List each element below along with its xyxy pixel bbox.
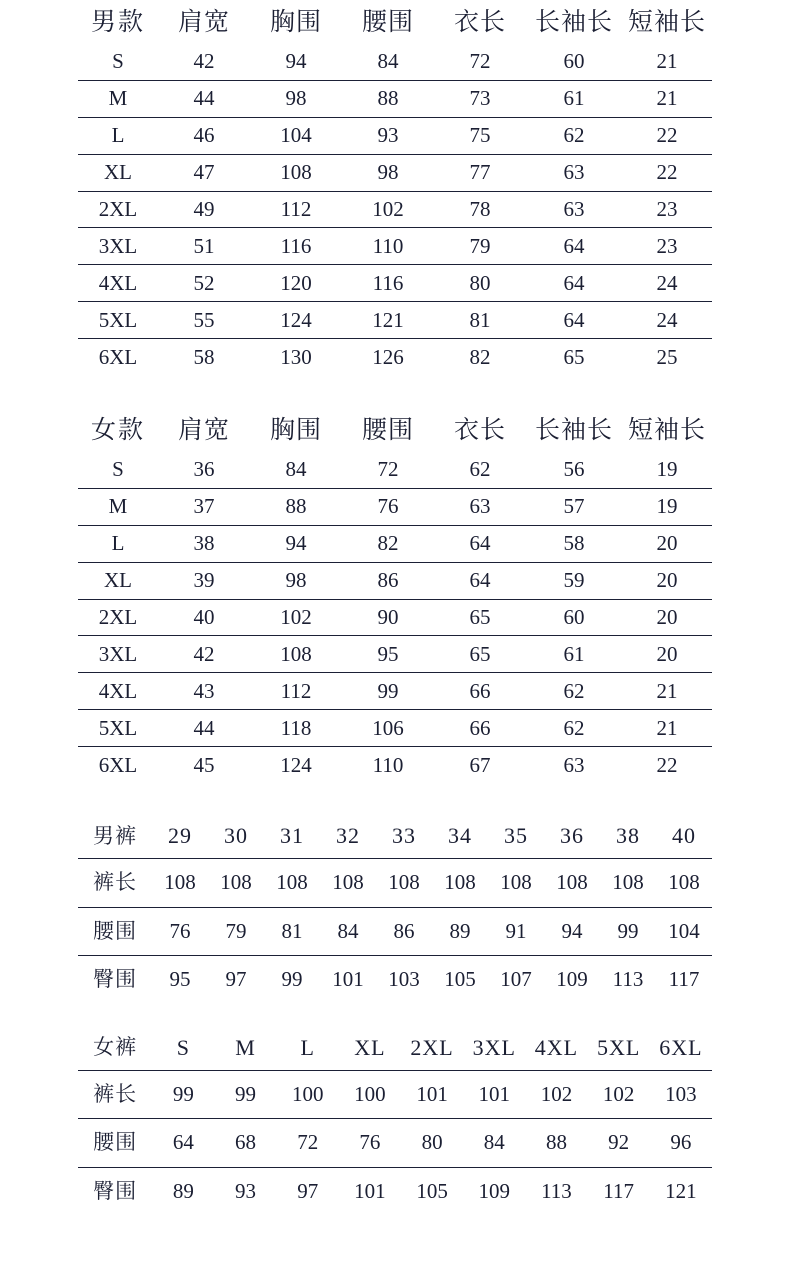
women-top-cell-0-3: 72 [377, 457, 399, 482]
men-top-cell-7-3: 121 [342, 302, 434, 339]
men-top-cell-4-6: 23 [622, 191, 712, 228]
women-top-cell-6-1: 43 [158, 673, 250, 710]
men-pants-cell-0-6: 108 [432, 859, 488, 908]
men-pants-cell-0-7: 108 [488, 859, 544, 908]
women-top-cell-4-3: 90 [342, 599, 434, 636]
women-top-cell-1-2: 88 [250, 488, 342, 525]
women-pants-row-label-2: 臀围 [78, 1167, 152, 1215]
men-top-cell-8-6: 25 [622, 339, 712, 375]
men-top-cell-3-4: 77 [434, 154, 526, 191]
women-top-cell-6-3: 99 [342, 673, 434, 710]
men-top-cell-5-0: 3XL [78, 228, 158, 265]
men-pants-header-cell-9: 38 [616, 823, 640, 849]
table-row [78, 1167, 712, 1215]
men-pants-cell-0-1: 108 [152, 859, 208, 908]
men-top-cell-8-5: 65 [526, 339, 622, 375]
women-top-cell-4-1: 40 [158, 599, 250, 636]
table-row [78, 302, 712, 339]
women-top-cell-7-0: 5XL [78, 710, 158, 747]
women-top-cell-5-4: 65 [434, 636, 526, 673]
men-pants-table-body [78, 859, 712, 1004]
table-row [78, 265, 712, 302]
men-top-cell-6-6: 24 [622, 265, 712, 302]
men-top-cell-5-5: 64 [526, 228, 622, 265]
men-pants-cell-2-3: 99 [264, 956, 320, 1004]
men-top-cell-0-4: 72 [469, 49, 491, 74]
men-top-cell-3-2: 108 [250, 154, 342, 191]
men-pants-header-cell-3: 31 [280, 823, 304, 849]
men-top-cell-0-1: 42 [193, 49, 215, 74]
table-row [78, 339, 712, 375]
women-top-cell-7-6: 21 [622, 710, 712, 747]
women-top-cell-8-0: 6XL [78, 747, 158, 783]
men-top-header-cell-4: 衣长 [453, 8, 506, 36]
men-pants-row-label-1: 腰围 [78, 907, 152, 956]
women-pants-header-cell-8: 5XL [596, 1034, 641, 1060]
men-pants-header-cell-8: 36 [560, 823, 584, 849]
table-row [78, 907, 712, 956]
men-top-cell-5-3: 110 [342, 228, 434, 265]
men-top-header-cell-6: 短袖长 [627, 8, 706, 36]
men-pants-header-row [78, 814, 712, 859]
women-pants-cell-2-2: 93 [214, 1167, 276, 1215]
men-pants-cell-2-1: 95 [152, 956, 208, 1004]
table-row [78, 673, 712, 710]
men-top-cell-3-1: 47 [158, 154, 250, 191]
table-row [78, 525, 712, 562]
table-row [78, 859, 712, 908]
women-top-cell-6-6: 21 [622, 673, 712, 710]
women-top-cell-7-4: 66 [434, 710, 526, 747]
women-top-cell-6-5: 62 [526, 673, 622, 710]
women-top-cell-2-6: 20 [622, 525, 712, 562]
women-pants-header-cell-7: 4XL [534, 1034, 579, 1060]
women-pants-cell-2-6: 109 [463, 1167, 525, 1215]
men-pants-header-cell-4: 32 [336, 823, 360, 849]
women-top-cell-5-6: 20 [622, 636, 712, 673]
men-top-cell-7-1: 55 [158, 302, 250, 339]
table-row [78, 599, 712, 636]
table-row [78, 228, 712, 265]
table-row [78, 452, 712, 488]
men-pants-cell-0-2: 108 [208, 859, 264, 908]
men-top-cell-1-4: 73 [434, 80, 526, 117]
women-top-header-cell-5: 长袖长 [534, 416, 613, 444]
men-top-cell-2-2: 104 [250, 117, 342, 154]
men-pants-cell-1-5: 86 [376, 907, 432, 956]
women-pants-cell-0-4: 100 [339, 1070, 401, 1119]
women-top-cell-5-1: 42 [158, 636, 250, 673]
men-top-cell-5-4: 79 [434, 228, 526, 265]
men-top-cell-1-2: 98 [250, 80, 342, 117]
women-pants-cell-2-7: 113 [525, 1167, 587, 1215]
women-top-table-body [78, 452, 712, 783]
women-top-header-cell-2: 胸围 [269, 416, 322, 444]
women-pants-row-label-0: 裤长 [78, 1070, 152, 1119]
women-top-cell-7-2: 118 [250, 710, 342, 747]
women-top-cell-3-3: 86 [342, 562, 434, 599]
men-pants-cell-1-4: 84 [320, 907, 376, 956]
women-pants-cell-0-7: 102 [525, 1070, 587, 1119]
women-pants-cell-0-3: 100 [277, 1070, 339, 1119]
men-top-cell-6-4: 80 [434, 265, 526, 302]
table-row [78, 154, 712, 191]
women-top-cell-4-6: 20 [622, 599, 712, 636]
women-top-cell-1-5: 57 [526, 488, 622, 525]
women-top-size-table [78, 408, 712, 783]
women-pants-header-cell-0: 女裤 [93, 1035, 138, 1060]
table-row [78, 1119, 712, 1168]
women-top-cell-0-6: 19 [656, 457, 678, 482]
women-top-cell-5-0: 3XL [78, 636, 158, 673]
men-top-size-table [78, 0, 712, 375]
men-top-cell-2-3: 93 [342, 117, 434, 154]
table-row [78, 80, 712, 117]
women-top-cell-3-6: 20 [622, 562, 712, 599]
men-top-cell-1-3: 88 [342, 80, 434, 117]
women-pants-cell-1-8: 92 [588, 1119, 650, 1168]
women-pants-cell-1-3: 72 [277, 1119, 339, 1168]
men-top-cell-8-1: 58 [158, 339, 250, 375]
women-top-cell-4-4: 65 [434, 599, 526, 636]
table-row [78, 710, 712, 747]
men-pants-cell-2-7: 107 [488, 956, 544, 1004]
men-top-cell-2-6: 22 [622, 117, 712, 154]
women-top-cell-5-3: 95 [342, 636, 434, 673]
men-pants-cell-2-4: 101 [320, 956, 376, 1004]
women-pants-header-cell-2: M [235, 1034, 256, 1060]
women-top-cell-8-6: 22 [622, 747, 712, 783]
women-top-header-row [78, 408, 712, 452]
men-top-cell-8-0: 6XL [78, 339, 158, 375]
women-top-cell-4-0: 2XL [78, 599, 158, 636]
women-pants-cell-0-9: 103 [650, 1070, 712, 1119]
men-top-cell-7-4: 81 [434, 302, 526, 339]
men-top-cell-2-1: 46 [158, 117, 250, 154]
men-top-cell-0-3: 84 [377, 49, 399, 74]
men-top-cell-2-0: L [78, 117, 158, 154]
women-pants-cell-2-4: 101 [339, 1167, 401, 1215]
women-pants-cell-2-1: 89 [152, 1167, 214, 1215]
men-top-header-cell-3: 腰围 [361, 8, 414, 36]
men-pants-cell-1-9: 99 [600, 907, 656, 956]
women-top-header-cell-0: 女款 [90, 416, 145, 444]
women-top-table-head [78, 408, 712, 452]
table-row [78, 1070, 712, 1119]
men-pants-cell-1-10: 104 [656, 907, 712, 956]
women-pants-cell-1-1: 64 [152, 1119, 214, 1168]
women-pants-table-body [78, 1070, 712, 1215]
women-top-cell-1-0: M [78, 488, 158, 525]
women-top-cell-0-1: 36 [193, 457, 215, 482]
men-pants-cell-2-2: 97 [208, 956, 264, 1004]
women-top-cell-6-0: 4XL [78, 673, 158, 710]
men-pants-header-cell-5: 33 [392, 823, 416, 849]
men-pants-cell-1-1: 76 [152, 907, 208, 956]
men-top-header-cell-0: 男款 [90, 8, 145, 36]
section-gap [0, 783, 790, 814]
women-top-cell-2-3: 82 [342, 525, 434, 562]
women-top-cell-8-5: 63 [526, 747, 622, 783]
section-gap [0, 1004, 790, 1026]
men-top-cell-0-6: 21 [656, 49, 678, 74]
men-top-cell-7-2: 124 [250, 302, 342, 339]
men-top-cell-7-0: 5XL [78, 302, 158, 339]
men-top-cell-6-1: 52 [158, 265, 250, 302]
men-pants-cell-0-5: 108 [376, 859, 432, 908]
women-top-cell-3-0: XL [78, 562, 158, 599]
women-top-cell-8-4: 67 [434, 747, 526, 783]
men-top-table-head [78, 0, 712, 44]
men-pants-cell-0-9: 108 [600, 859, 656, 908]
men-pants-header-cell-0: 男裤 [93, 823, 137, 848]
men-pants-cell-2-6: 105 [432, 956, 488, 1004]
women-top-cell-5-5: 61 [526, 636, 622, 673]
men-top-cell-1-1: 44 [158, 80, 250, 117]
men-top-cell-2-4: 75 [434, 117, 526, 154]
men-top-cell-6-3: 116 [342, 265, 434, 302]
men-top-cell-6-0: 4XL [78, 265, 158, 302]
women-pants-size-table [78, 1026, 712, 1216]
men-top-cell-8-3: 126 [342, 339, 434, 375]
men-top-cell-5-6: 23 [622, 228, 712, 265]
men-pants-cell-0-10: 108 [656, 859, 712, 908]
men-pants-header-cell-6: 34 [448, 823, 472, 849]
women-pants-cell-2-5: 105 [401, 1167, 463, 1215]
men-pants-cell-0-8: 108 [544, 859, 600, 908]
table-row [78, 117, 712, 154]
women-top-cell-2-2: 94 [250, 525, 342, 562]
men-pants-header-cell-1: 29 [168, 823, 192, 849]
men-top-cell-4-1: 49 [158, 191, 250, 228]
women-pants-cell-2-3: 97 [277, 1167, 339, 1215]
men-pants-header-cell-7: 35 [504, 823, 528, 849]
men-pants-row-label-2: 臀围 [78, 956, 152, 1004]
men-top-cell-6-5: 64 [526, 265, 622, 302]
men-pants-row-label-0: 裤长 [78, 859, 152, 908]
men-top-cell-1-5: 61 [526, 80, 622, 117]
women-top-cell-2-1: 38 [158, 525, 250, 562]
men-top-cell-7-5: 64 [526, 302, 622, 339]
women-pants-cell-1-9: 96 [650, 1119, 712, 1168]
women-top-cell-4-5: 60 [526, 599, 622, 636]
women-top-cell-1-3: 76 [342, 488, 434, 525]
men-top-header-row [78, 0, 712, 44]
women-top-header-cell-1: 肩宽 [177, 416, 230, 444]
men-pants-cell-2-10: 117 [656, 956, 712, 1004]
women-top-cell-6-2: 112 [250, 673, 342, 710]
women-pants-cell-2-8: 117 [588, 1167, 650, 1215]
women-top-cell-6-4: 66 [434, 673, 526, 710]
men-top-cell-3-0: XL [78, 154, 158, 191]
women-pants-header-cell-3: L [300, 1034, 315, 1060]
men-top-cell-4-4: 78 [434, 191, 526, 228]
men-pants-header-cell-2: 30 [224, 823, 248, 849]
women-top-cell-3-1: 39 [158, 562, 250, 599]
women-top-header-cell-3: 腰围 [361, 416, 414, 444]
women-top-cell-2-5: 58 [526, 525, 622, 562]
men-pants-cell-2-5: 103 [376, 956, 432, 1004]
women-pants-cell-1-2: 68 [214, 1119, 276, 1168]
men-top-table-body [78, 44, 712, 375]
men-top-cell-0-5: 60 [563, 49, 585, 74]
women-pants-cell-1-6: 84 [463, 1119, 525, 1168]
women-pants-cell-1-4: 76 [339, 1119, 401, 1168]
women-top-cell-0-4: 62 [469, 457, 491, 482]
women-top-cell-3-2: 98 [250, 562, 342, 599]
women-top-cell-1-6: 19 [622, 488, 712, 525]
men-pants-cell-1-6: 89 [432, 907, 488, 956]
women-top-cell-2-4: 64 [434, 525, 526, 562]
men-pants-cell-1-3: 81 [264, 907, 320, 956]
women-top-cell-7-3: 106 [342, 710, 434, 747]
men-pants-cell-1-2: 79 [208, 907, 264, 956]
men-top-cell-8-4: 82 [434, 339, 526, 375]
women-top-cell-7-1: 44 [158, 710, 250, 747]
women-pants-header-cell-1: S [176, 1034, 190, 1060]
women-pants-cell-0-6: 101 [463, 1070, 525, 1119]
men-top-cell-6-2: 120 [250, 265, 342, 302]
men-top-cell-7-6: 24 [622, 302, 712, 339]
women-pants-table-head [78, 1026, 712, 1071]
men-top-header-cell-2: 胸围 [269, 8, 322, 36]
men-top-header-cell-1: 肩宽 [177, 8, 230, 36]
women-pants-cell-0-8: 102 [588, 1070, 650, 1119]
women-pants-cell-0-2: 99 [214, 1070, 276, 1119]
women-top-cell-5-2: 108 [250, 636, 342, 673]
women-top-cell-4-2: 102 [250, 599, 342, 636]
men-pants-cell-0-4: 108 [320, 859, 376, 908]
men-pants-cell-2-8: 109 [544, 956, 600, 1004]
women-pants-header-cell-5: 2XL [410, 1034, 454, 1060]
women-top-cell-2-0: L [78, 525, 158, 562]
men-top-cell-0-0: S [112, 49, 124, 74]
men-top-cell-4-2: 112 [250, 191, 342, 228]
women-pants-cell-1-5: 80 [401, 1119, 463, 1168]
women-pants-header-cell-4: XL [354, 1034, 386, 1060]
men-top-cell-5-1: 51 [158, 228, 250, 265]
men-top-cell-4-0: 2XL [78, 191, 158, 228]
table-row [78, 488, 712, 525]
men-pants-cell-1-8: 94 [544, 907, 600, 956]
women-pants-cell-0-1: 99 [152, 1070, 214, 1119]
men-top-cell-4-5: 63 [526, 191, 622, 228]
men-top-cell-2-5: 62 [526, 117, 622, 154]
women-top-cell-3-5: 59 [526, 562, 622, 599]
men-pants-cell-2-9: 113 [600, 956, 656, 1004]
women-top-header-cell-4: 衣长 [453, 416, 506, 444]
women-pants-cell-0-5: 101 [401, 1070, 463, 1119]
men-top-cell-3-5: 63 [526, 154, 622, 191]
men-top-cell-1-6: 21 [622, 80, 712, 117]
women-pants-header-row [78, 1026, 712, 1071]
men-top-cell-0-2: 94 [285, 49, 307, 74]
women-top-cell-8-1: 45 [158, 747, 250, 783]
men-pants-cell-0-3: 108 [264, 859, 320, 908]
women-pants-header-cell-9: 6XL [659, 1034, 703, 1060]
men-pants-header-cell-10: 40 [672, 823, 696, 849]
women-pants-header-cell-6: 3XL [472, 1034, 516, 1060]
women-top-cell-1-1: 37 [158, 488, 250, 525]
women-top-cell-7-5: 62 [526, 710, 622, 747]
men-top-cell-5-2: 116 [250, 228, 342, 265]
table-row [78, 44, 712, 80]
men-top-cell-4-3: 102 [342, 191, 434, 228]
women-top-cell-0-5: 56 [563, 457, 585, 482]
table-row [78, 562, 712, 599]
men-top-cell-8-2: 130 [250, 339, 342, 375]
women-pants-cell-2-9: 121 [650, 1167, 712, 1215]
women-top-cell-1-4: 63 [434, 488, 526, 525]
section-gap [0, 375, 790, 408]
men-top-cell-1-0: M [78, 80, 158, 117]
table-row [78, 636, 712, 673]
table-row [78, 747, 712, 783]
women-pants-row-label-1: 腰围 [78, 1119, 152, 1168]
women-top-cell-3-4: 64 [434, 562, 526, 599]
table-row [78, 191, 712, 228]
men-pants-size-table [78, 814, 712, 1004]
women-top-header-cell-6: 短袖长 [627, 416, 706, 444]
men-pants-cell-1-7: 91 [488, 907, 544, 956]
women-pants-cell-1-7: 88 [525, 1119, 587, 1168]
women-top-cell-8-2: 124 [250, 747, 342, 783]
women-top-cell-0-2: 84 [285, 457, 307, 482]
women-top-cell-8-3: 110 [342, 747, 434, 783]
women-top-cell-0-0: S [112, 457, 124, 482]
men-pants-table-head [78, 814, 712, 859]
men-top-cell-3-6: 22 [622, 154, 712, 191]
men-top-header-cell-5: 长袖长 [534, 8, 613, 36]
men-top-cell-3-3: 98 [342, 154, 434, 191]
table-row [78, 956, 712, 1004]
